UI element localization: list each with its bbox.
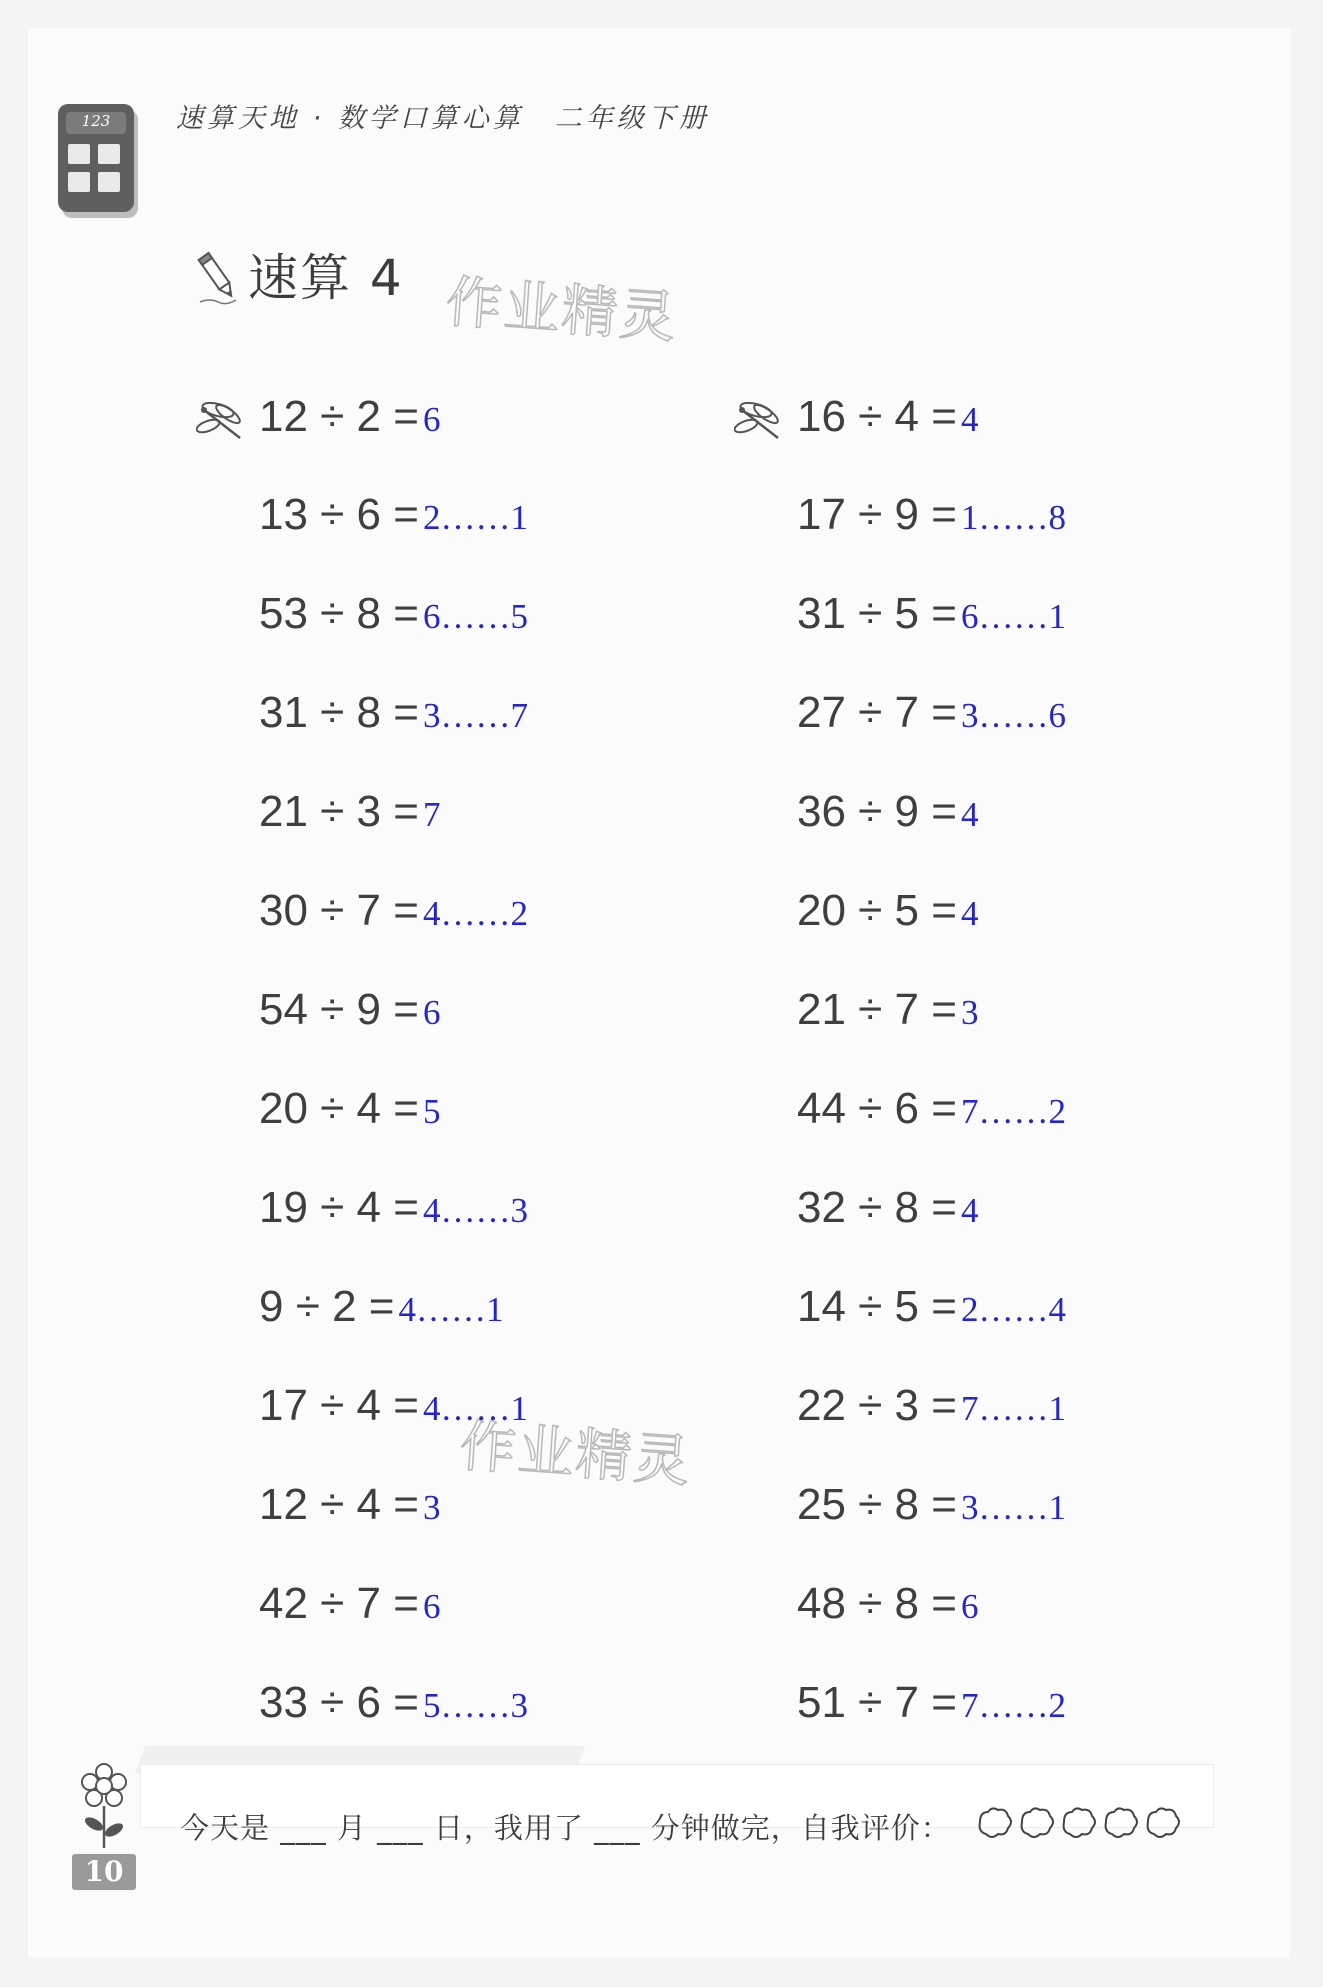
problem-row: 36 ÷ 9 = 4	[797, 787, 979, 836]
problem-row: 14 ÷ 5 = 2……4	[797, 1282, 1066, 1331]
answer: 6	[422, 1587, 441, 1626]
answer: 5	[422, 1092, 441, 1131]
answer: 3……1	[960, 1488, 1066, 1527]
answer: 4……1	[422, 1389, 528, 1428]
self-assessment-text: 今天是 ___ 月 ___ 日，我用了 ___ 分钟做完，自我评价：	[180, 1811, 951, 1845]
problem-row: 20 ÷ 4 = 5	[259, 1084, 441, 1133]
problem-row: 20 ÷ 5 = 4	[797, 886, 979, 935]
problem-row: 32 ÷ 8 = 4	[797, 1183, 979, 1232]
problem-row: 33 ÷ 6 = 5……3	[259, 1678, 528, 1727]
logo-text: 123	[66, 112, 126, 134]
answer: 3……6	[960, 696, 1066, 735]
answer: 4	[960, 894, 979, 933]
problem-row: 13 ÷ 6 = 2……1	[259, 490, 528, 539]
problem-row: 53 ÷ 8 = 6……5	[259, 589, 528, 638]
problem-row: 9 ÷ 2 = 4……1	[259, 1282, 504, 1331]
problem-row: 12 ÷ 2 = 6	[259, 392, 441, 441]
answer: 3	[422, 1488, 441, 1527]
problem-row: 21 ÷ 3 = 7	[259, 787, 441, 836]
answer: 4	[960, 1191, 979, 1230]
answer: 2……4	[960, 1290, 1066, 1329]
problem-row: 44 ÷ 6 = 7……2	[797, 1084, 1066, 1133]
book-title: 速算天地 · 数学口算心算 二年级下册	[176, 103, 710, 134]
problem-row: 54 ÷ 9 = 6	[259, 985, 441, 1034]
dragonfly-icon	[734, 400, 786, 446]
problem-row: 19 ÷ 4 = 4……3	[259, 1183, 528, 1232]
flower-icon	[74, 1762, 134, 1852]
answer: 1……8	[960, 498, 1066, 537]
answer: 6……1	[960, 597, 1066, 636]
problem-row: 48 ÷ 8 = 6	[797, 1579, 979, 1628]
answer: 4……1	[398, 1290, 504, 1329]
watermark: 作业精灵	[457, 1413, 694, 1496]
watermark: 作业精灵	[443, 269, 680, 352]
problem-row: 22 ÷ 3 = 7……1	[797, 1381, 1066, 1430]
answer: 6……5	[422, 597, 528, 636]
answer: 6	[422, 993, 441, 1032]
answer: 6	[960, 1587, 979, 1626]
answer: 7	[422, 795, 441, 834]
dragonfly-icon	[196, 400, 248, 446]
problem-row: 17 ÷ 4 = 4……1	[259, 1381, 528, 1430]
calculator-logo-icon	[58, 104, 134, 212]
answer: 7……2	[960, 1092, 1066, 1131]
problem-row: 42 ÷ 7 = 6	[259, 1579, 441, 1628]
section-title: 速算 4	[248, 249, 404, 307]
answer: 4……2	[422, 894, 528, 933]
problem-row: 21 ÷ 7 = 3	[797, 985, 979, 1034]
problem-row: 17 ÷ 9 = 1……8	[797, 490, 1066, 539]
answer: 3	[960, 993, 979, 1032]
rating-flowers-icon[interactable]	[976, 1804, 1186, 1840]
page-number-badge	[72, 1854, 136, 1890]
answer: 5……3	[422, 1686, 528, 1725]
problem-row: 30 ÷ 7 = 4……2	[259, 886, 528, 935]
problem-row: 12 ÷ 4 = 3	[259, 1480, 441, 1529]
answer: 4	[960, 400, 979, 439]
answer: 6	[422, 400, 441, 439]
problem-row: 31 ÷ 5 = 6……1	[797, 589, 1066, 638]
pencil-icon	[196, 248, 240, 306]
problem-row: 27 ÷ 7 = 3……6	[797, 688, 1066, 737]
problem-row: 16 ÷ 4 = 4	[797, 392, 979, 441]
problem-row: 31 ÷ 8 = 3……7	[259, 688, 528, 737]
answer: 4	[960, 795, 979, 834]
page-number: 10	[84, 1855, 124, 1888]
answer: 4……3	[422, 1191, 528, 1230]
answer: 7……1	[960, 1389, 1066, 1428]
answer: 3……7	[422, 696, 528, 735]
answer: 2……1	[422, 498, 528, 537]
problem-row: 51 ÷ 7 = 7……2	[797, 1678, 1066, 1727]
answer: 7……2	[960, 1686, 1066, 1725]
problem-row: 25 ÷ 8 = 3……1	[797, 1480, 1066, 1529]
